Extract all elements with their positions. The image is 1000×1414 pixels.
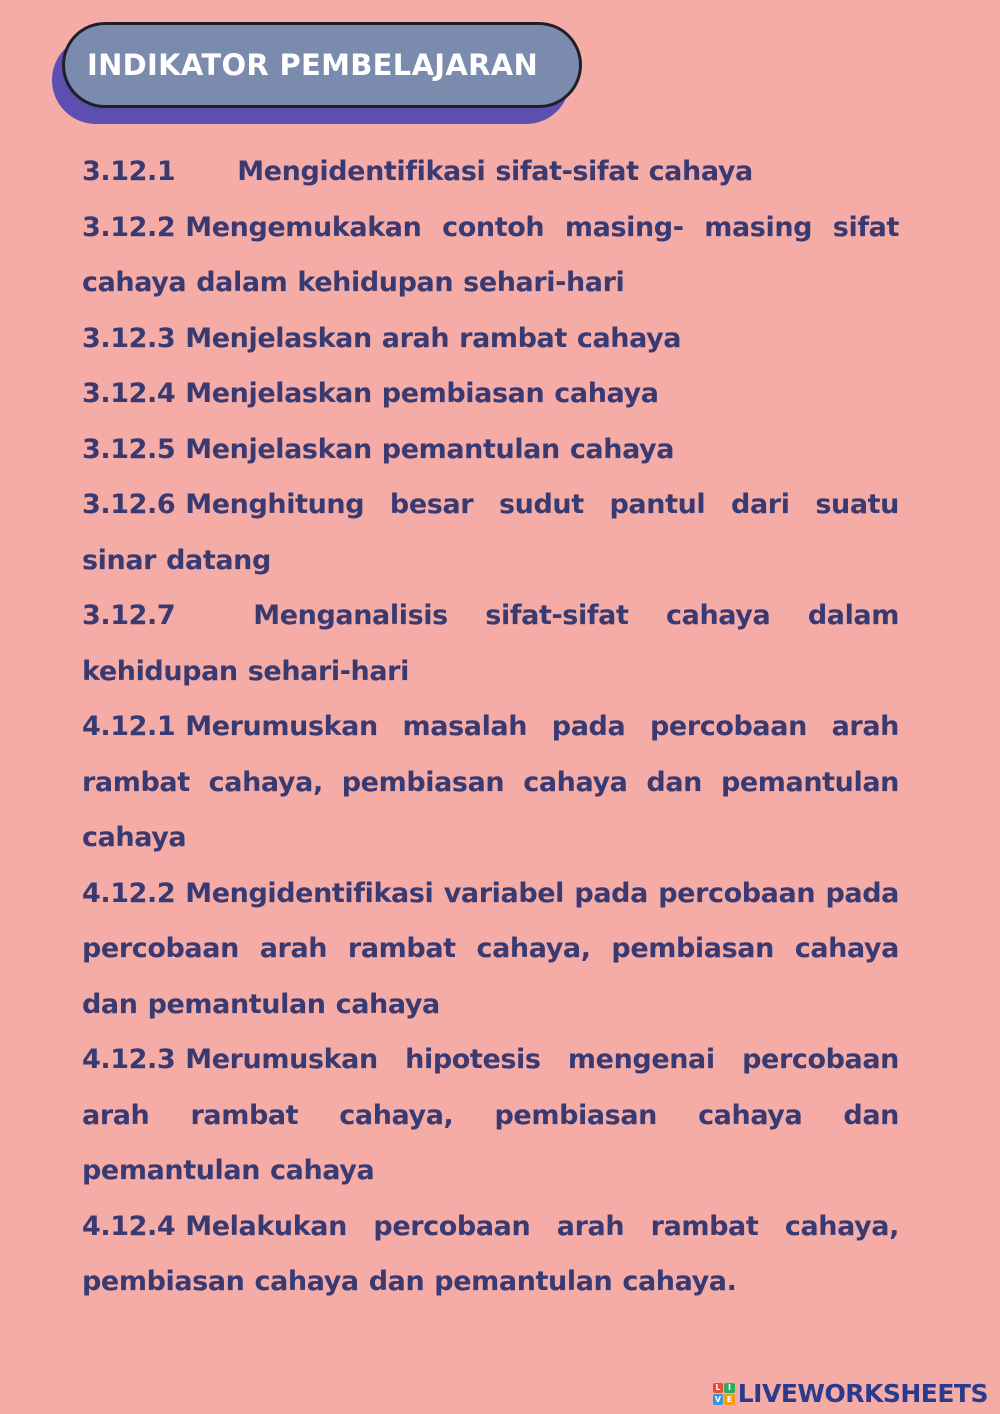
indicator-item [82,1199,899,1310]
indicator-code: 4.12.4 [82,1210,176,1242]
indicator-code: 3.12.5 [82,433,176,465]
logo-letter: V [713,1394,724,1405]
indicator-code: 4.12.2 [82,877,176,909]
indicator-code: 3.12.2 [82,211,176,243]
indicator-code: 3.12.6 [82,489,176,520]
indicator-text: Menganalisis sifat-sifat cahaya dalam kehidupan sehari-hari [82,600,899,687]
indicator-text: Menjelaskan pembiasan cahaya [185,378,659,409]
indicator-item [82,1032,899,1199]
indicator-text: Menjelaskan arah rambat cahaya [185,322,682,354]
indicator-text: Menghitung besar sudut pantul dari suatu sinar datang [82,489,899,576]
indicator-text: Melakukan percobaan arah rambat cahaya, pembiasan cahaya dan pemantulan cahaya. [82,1210,899,1297]
liveworksheets-brand[interactable] [713,1379,988,1408]
logo-letter: E [724,1394,735,1405]
indicator-item [82,588,899,699]
logo-letter: L [713,1383,724,1394]
indicator-text: Mengidentifikasi sifat-sifat cahaya [237,156,753,187]
liveworksheets-logo-icon [713,1383,735,1405]
indicator-code: 3.12.4 [82,378,176,409]
indicator-text: Mengidentifikasi variabel pada percobaan pada percobaan arah rambat cahaya, pembiasan cahaya dan pemantulan cahaya [82,877,899,1020]
indicator-item [82,477,899,588]
indicator-text: Merumuskan masalah pada percobaan arah rambat cahaya, pembiasan cahaya dan pemantulan cahaya [82,711,899,853]
banner-pill [62,22,582,108]
indicator-text: Menjelaskan pemantulan cahaya [185,433,675,465]
indicator-code: 4.12.3 [82,1044,176,1075]
indicator-item [82,699,899,866]
indicator-code: 3.12.1 [82,156,176,187]
indicator-code: 4.12.1 [82,711,176,742]
indicator-text: Merumuskan hipotesis mengenai percobaan arah rambat cahaya, pembiasan cahaya dan pemantulan cahaya [82,1044,899,1186]
indicator-item [82,311,899,367]
logo-letter: I [724,1383,735,1394]
indicator-code: 3.12.7 [82,600,176,631]
indicator-item [82,144,899,200]
indicator-item [82,422,899,478]
brand-name: LIVEWORKSHEETS [737,1379,988,1408]
indicator-text: Mengemukakan contoh masing- masing sifat cahaya dalam kehidupan sehari-hari [82,211,899,298]
indicator-item [82,200,899,311]
title-banner [52,22,588,126]
indicator-item [82,366,899,422]
indicator-list [82,144,899,1310]
indicator-item [82,866,899,1033]
page-title: INDIKATOR PEMBELAJARAN [87,48,539,82]
indicator-code: 3.12.3 [82,322,176,354]
